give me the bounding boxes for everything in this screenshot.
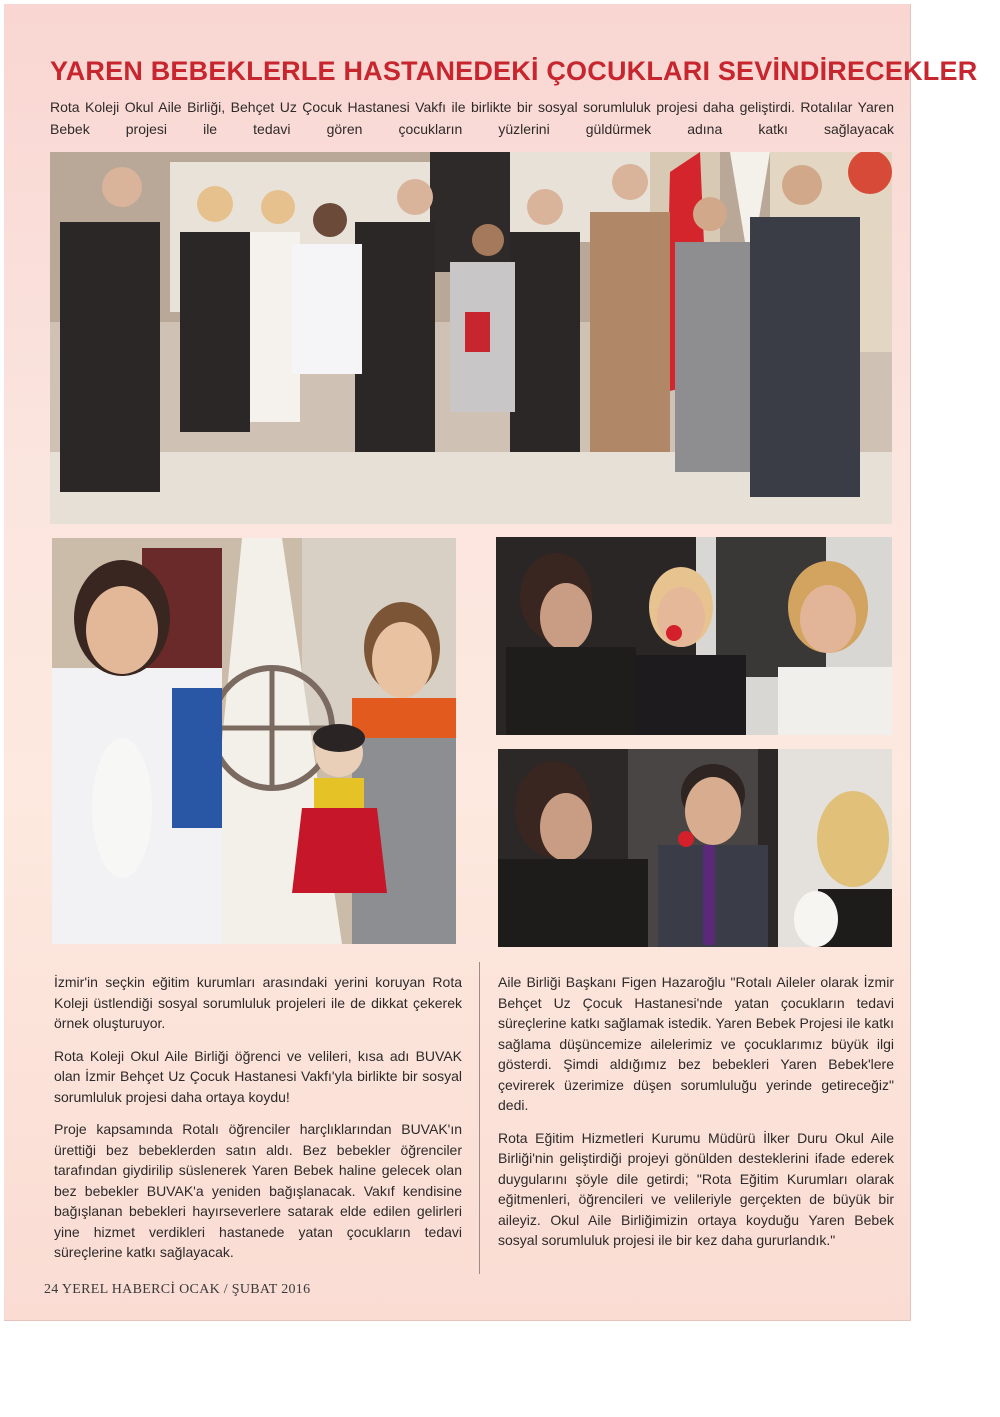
body-paragraph: Proje kapsamında Rotalı öğrenciler harçlıklarından BUVAK'ın ürettiği bez bebeklerden satın aldı. Bez bebekler öğrenciler tarafından giydirilip süslenerek Yaren Bebek haline gelecek olan bez bebekler BUVAK'a yeniden bağışlanacak. Vakıf kendisine bağışlanan bebekleri hayırseverlere satarak elde edilen gelirleri yine hizmet verdikleri hastanede yatan çocukların tedavi süreçlerine katkı sağlayacak.	[54, 1121, 462, 1260]
article-left-column	[54, 972, 462, 1275]
page-number: 24	[44, 1282, 59, 1297]
body-paragraph: Rota Eğitim Hizmetleri Kurumu Müdürü İlker Duru Okul Aile Birliği'nin geliştirdiği projeyi gönülden desteklerini ifade ederek duygularını şöyle dile getirdi; "Rota Eğitim Kurumları olarak eğitmenleri, öğrencileri ve velileriyle gerçekten de büyük bir aileyiz. Okul Aile Birliğimizin ortaya koyduğu Yaren Bebek sosyal sorumluluk projesi ile bir kez daha gururlandık."	[498, 1129, 894, 1248]
lead-paragraph: Rota Koleji Okul Aile Birliği, Behçet Uz Çocuk Hastanesi Vakfı ile birlikte bir sosyal sorumluluk projesi daha geliştirdi. Rotalılar Yaren Bebek projesi ile tedavi gören çocukların yüzlerini güldürmek adına katkı sağlayacak	[50, 99, 894, 137]
body-paragraph: İzmir'in seçkin eğitim kurumları arasındaki yerini koruyan Rota Koleji üstlendiği sosyal sorumluluk projeleri ile de dikkat çekerek örnek oluşturuyor.	[54, 974, 462, 1031]
magazine-page	[4, 4, 978, 1321]
group-photo	[50, 152, 892, 524]
page-footer	[44, 1282, 310, 1298]
headline: YAREN BEBEKLERLE HASTANEDEKİ ÇOCUKLARI SEVİNDİRECEKLER	[50, 56, 978, 86]
body-paragraph: Aile Birliği Başkanı Figen Hazaroğlu "Rotalı Aileler olarak İzmir Behçet Uz Çocuk Hastanesi'nde yatan çocukların tedavi süreçlerine katkı sağlamak istedik. Yaren Bebek Projesi ile katkı sağlama düşüncemize ailelerimiz ve çocuklarımız büyük ilgi gösterdi. Şimdi aldığımız bez bebekleri Yaren Bebek'lere çevirerek üzerimize düşen sorumluluğu yerinde getireceğiz" dedi.	[498, 974, 894, 1113]
column-divider	[479, 962, 480, 1274]
interview-photo-1	[496, 537, 892, 735]
students-with-dolls-photo	[52, 538, 456, 944]
issue-date: OCAK / ŞUBAT 2016	[179, 1282, 311, 1297]
interview-photo-2	[498, 749, 892, 947]
article-right-column	[498, 972, 894, 1263]
publication-name: YEREL HABERCİ	[61, 1282, 176, 1297]
body-paragraph: Rota Koleji Okul Aile Birliği öğrenci ve velileri, kısa adı BUVAK olan İzmir Behçet Uz Çocuk Hastanesi Vakfı'yla birlikte bir sosyal sorumluluk projesi daha ortaya koydu!	[54, 1047, 462, 1105]
